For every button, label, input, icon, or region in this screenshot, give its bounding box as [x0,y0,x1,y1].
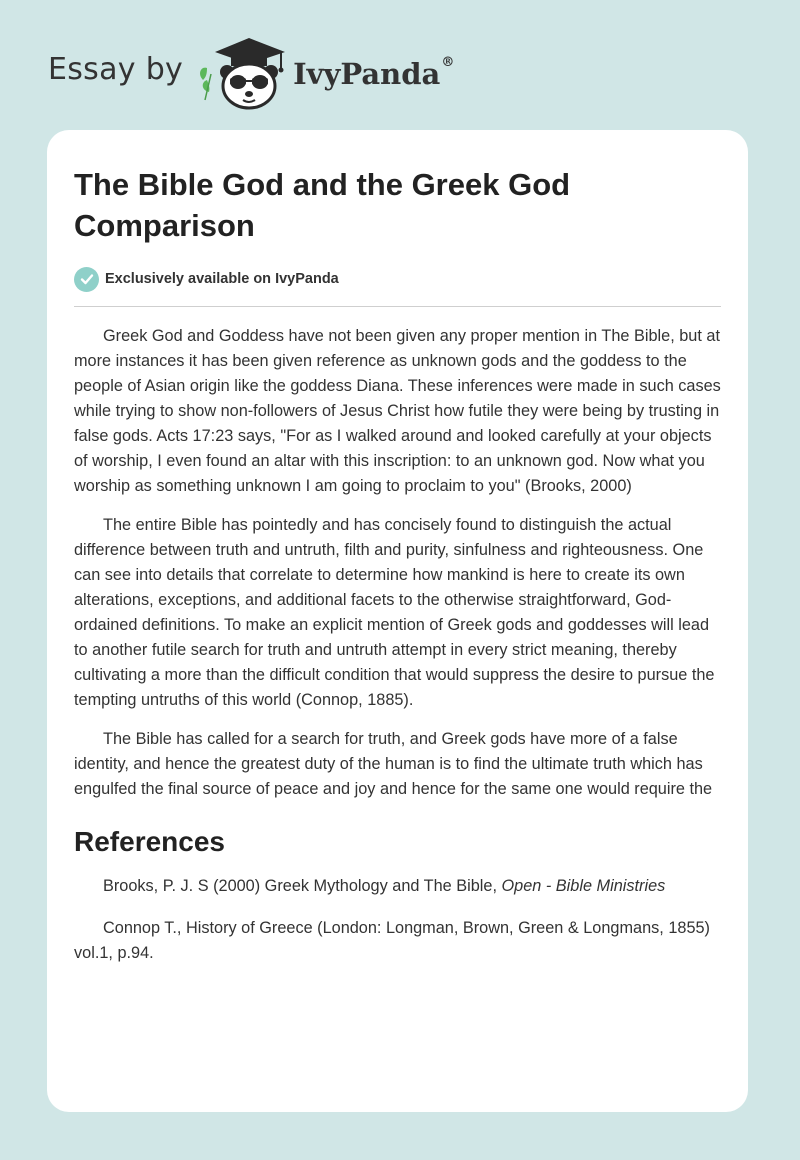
paragraph: Greek God and Goddess have not been given any proper mention in The Bible, but at more instances it has been given reference as unknown gods and the goddess to the people of Asian origin like the goddess Diana. These inferences were made in such cases while trying to show non-followers of Jesus Christ how futile they were being by trusting in false gods. Acts 17:23 says, "For as I walked around and looked carefully at your objects of worship, I even found an altar with this inscription: to an unknown god. Now what you worship as something unknown I am going to proclaim to you" (Brooks, 2000) [74,327,721,495]
article-body [74,324,721,802]
divider [74,306,721,307]
paragraph: The entire Bible has pointedly and has concisely found to distinguish the actual difference between truth and untruth, filth and purity, sinfulness and righteousness. One can see into details that correlate to determine how mankind is here to create its own alterations, exceptions, and additional facets to the otherwise straightforward, God-ordained definitions. To make an explicit mention of Greek gods and goddesses will lead to another futile search for truth and untruth attempt in every strict meaning, thereby cultivating a more than the difficult condition that would suppress the desire to pursue the tempting untruths of this world (Connop, 1885). [74,516,715,709]
article-title: The Bible God and the Greek God Comparison [74,167,571,243]
essay-by-label: Essay by [48,51,184,87]
reference-source: Open - Bible Ministries [501,877,666,895]
exclusive-label: Exclusively available on IvyPanda [105,271,339,287]
check-circle-icon [74,267,99,292]
paragraph: The Bible has called for a search for truth, and Greek gods have more of a false identity, and hence the greatest duty of the human is to find the ultimate truth which has engulfed the final source of peace and joy and hence for the same one would require the [74,730,713,798]
reference-item: Connop T., History of Greece (London: Longman, Brown, Green & Longmans, 1855) vol.1, p.94. [74,919,710,962]
brand-name[interactable]: IvyPanda® [293,55,455,91]
references-heading: References [74,826,225,857]
site-header [48,34,752,110]
article-card [47,130,748,1112]
panda-graduate-icon[interactable] [197,34,289,110]
exclusive-badge [74,266,721,292]
registered-mark: ® [441,55,455,70]
reference-item: Brooks, P. J. S (2000) Greek Mythology and The Bible, Open - Bible Ministries [103,877,666,895]
